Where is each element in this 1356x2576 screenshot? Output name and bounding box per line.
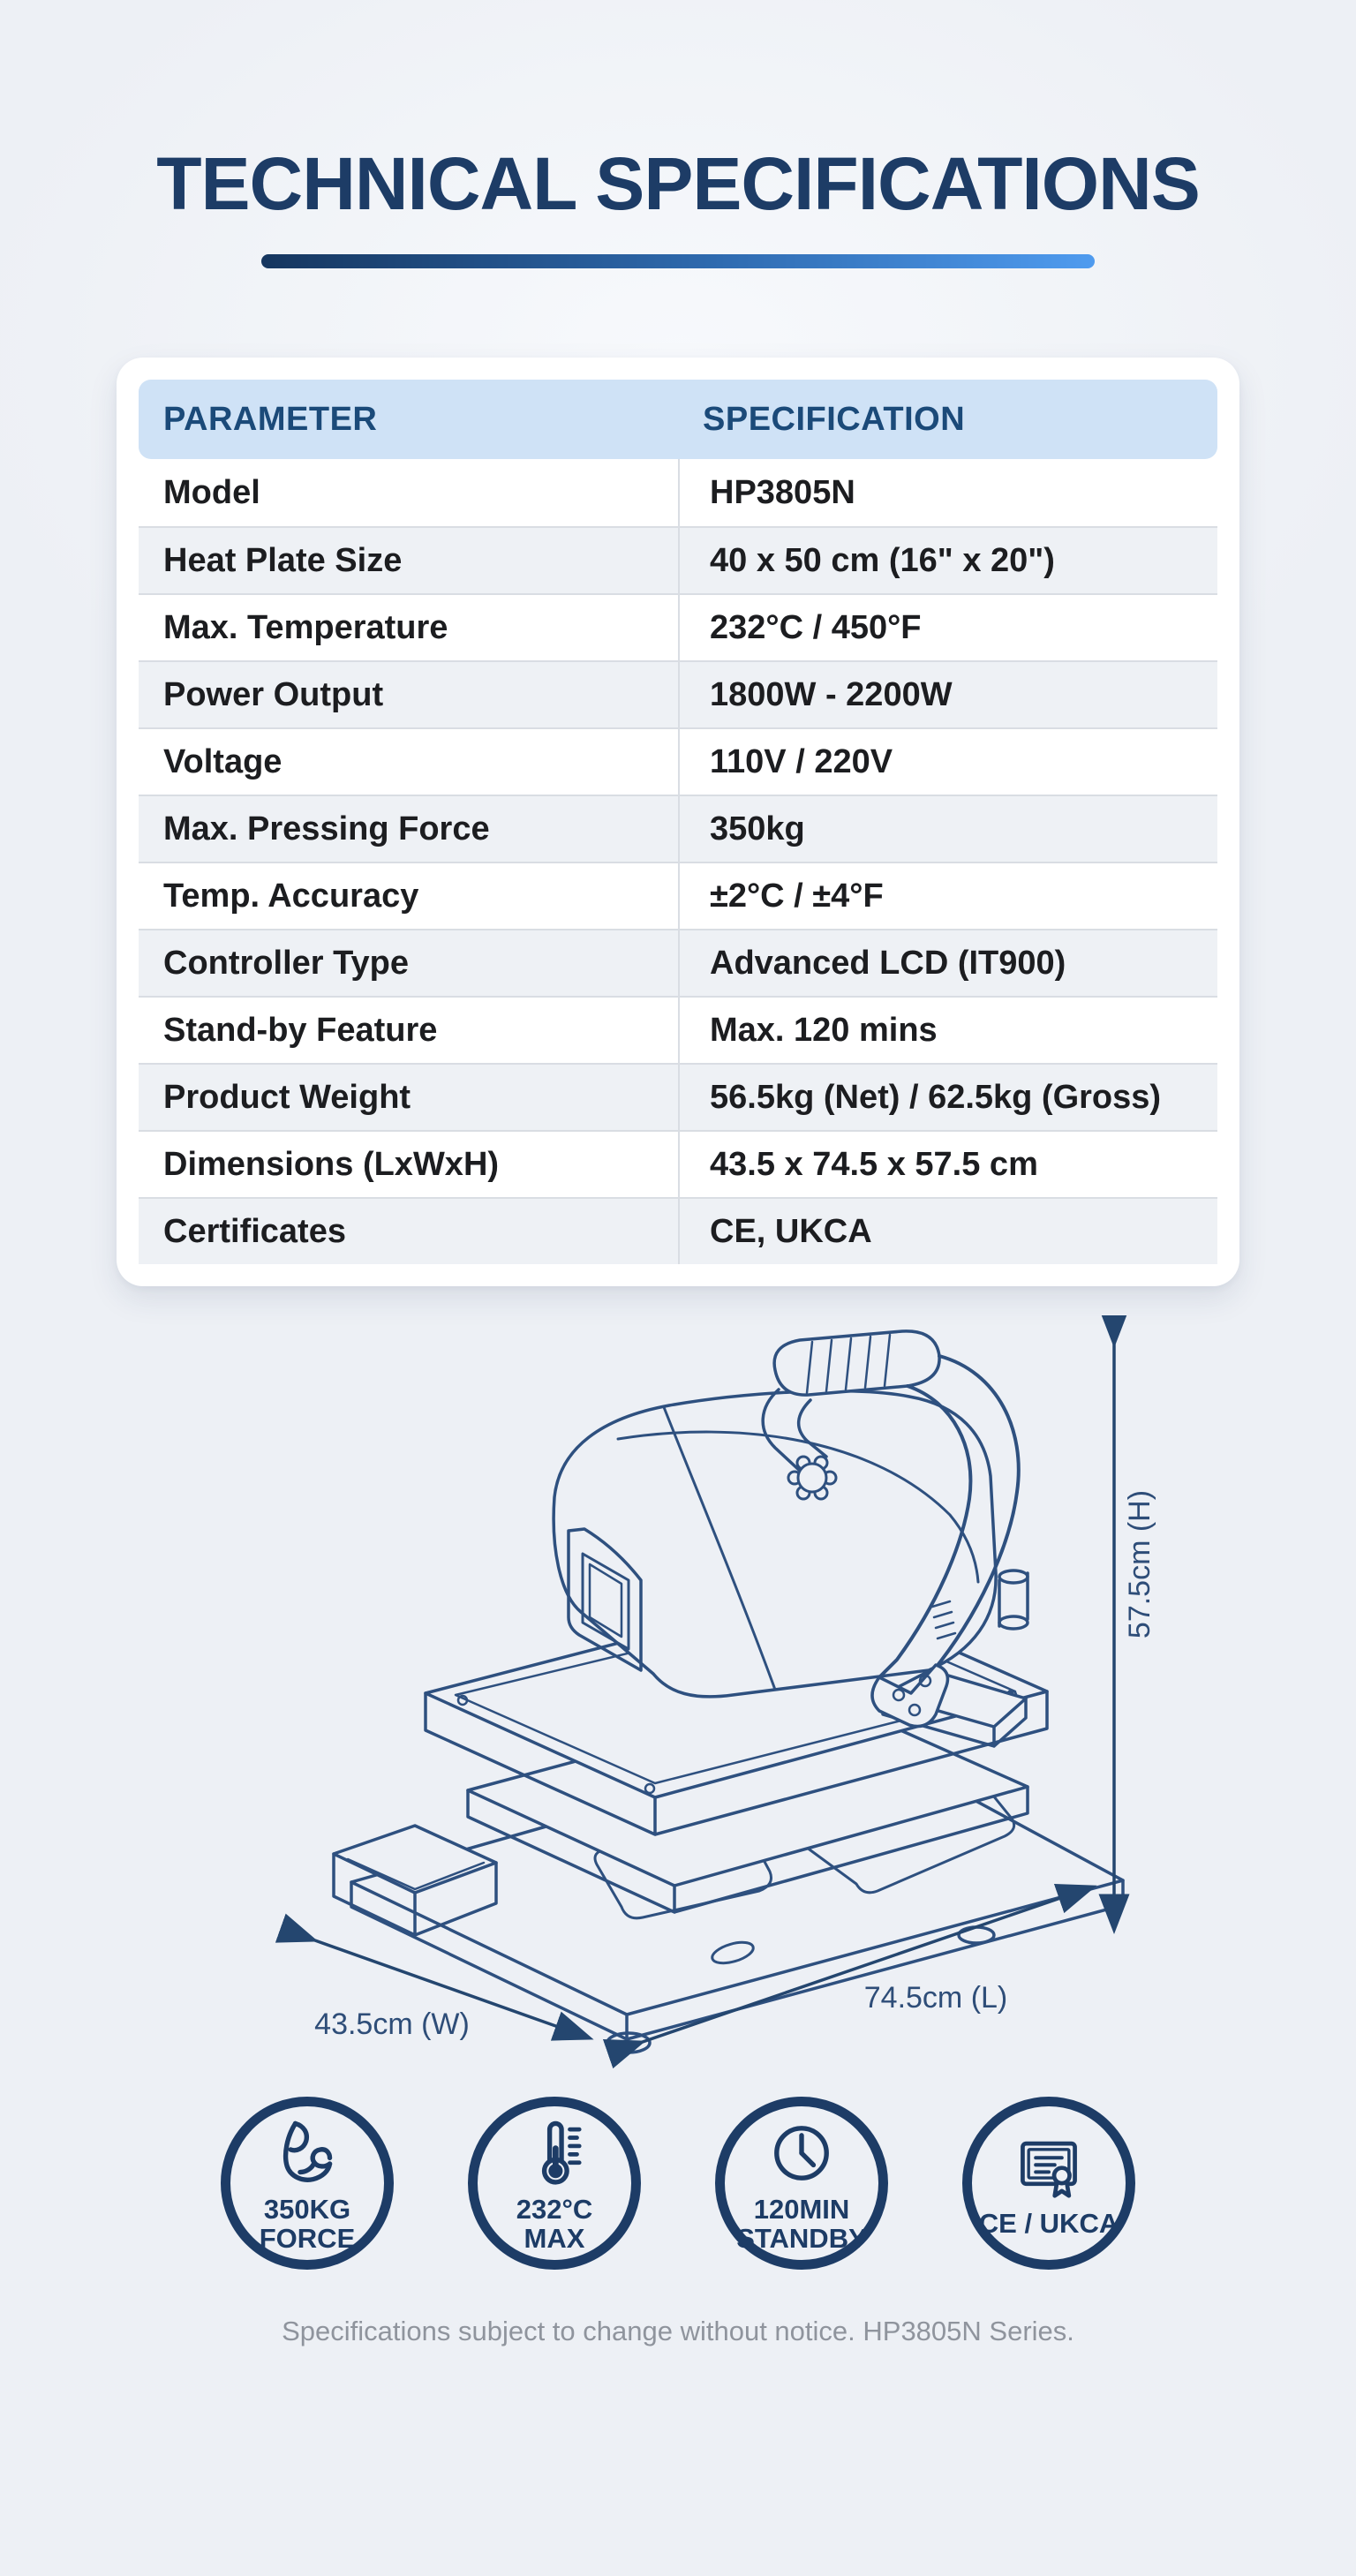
- param-cell: Stand-by Feature: [163, 1011, 438, 1049]
- heat-press-diagram: [0, 1315, 1356, 2092]
- length-dimension-label: 74.5cm (L): [863, 1981, 1008, 2015]
- header-cell-parameter: PARAMETER: [163, 400, 378, 438]
- badge-force-label: [260, 2195, 356, 2254]
- spec-cell: Max. 120 mins: [710, 1011, 938, 1049]
- thermometer-icon: [516, 2115, 592, 2191]
- feature-badges: [0, 2097, 1356, 2270]
- badge-line2: STANDBY: [736, 2223, 867, 2254]
- param-cell: Controller Type: [163, 944, 409, 982]
- spec-cell: 40 x 50 cm (16" x 20"): [710, 541, 1055, 579]
- badge-force: [221, 2097, 394, 2270]
- param-cell: Max. Temperature: [163, 608, 448, 646]
- spec-cell: CE, UKCA: [710, 1212, 872, 1250]
- spec-cell: 232°C / 450°F: [710, 608, 922, 646]
- badge-line1: 120MIN: [753, 2193, 850, 2225]
- header-cell-specification: SPECIFICATION: [703, 400, 966, 438]
- param-cell: Product Weight: [163, 1078, 411, 1116]
- certificate-icon: [1011, 2129, 1087, 2205]
- badge-standby: [715, 2097, 888, 2270]
- spec-cell: HP3805N: [710, 473, 855, 511]
- spec-cell: ±2°C / ±4°F: [710, 877, 884, 915]
- title-underline: [261, 254, 1095, 268]
- height-dimension-label: 57.5cm (H): [1123, 1489, 1156, 1639]
- param-cell: Power Output: [163, 675, 384, 713]
- spec-cell: 1800W - 2200W: [710, 675, 953, 713]
- table-header-row: [139, 380, 1217, 459]
- badge-line1: 232°C: [516, 2193, 593, 2225]
- badge-line1: CE / UKCA: [978, 2208, 1119, 2240]
- clock-icon: [764, 2115, 840, 2191]
- badge-line2: MAX: [524, 2223, 585, 2254]
- footer-note: Specifications subject to change without notice. HP3805N Series.: [282, 2316, 1074, 2346]
- muscle-arm-icon: [269, 2115, 345, 2191]
- badge-certificates: [962, 2097, 1135, 2270]
- page-title: TECHNICAL SPECIFICATIONS: [156, 142, 1200, 225]
- machine-line-art: [334, 1331, 1123, 2053]
- param-cell: Model: [163, 473, 260, 511]
- param-cell: Max. Pressing Force: [163, 810, 490, 847]
- width-dimension-label: 43.5cm (W): [314, 2007, 470, 2041]
- spec-card: [117, 358, 1239, 1286]
- badge-line2: FORCE: [259, 2223, 356, 2254]
- param-cell: Certificates: [163, 1212, 346, 1250]
- spec-cell: 43.5 x 74.5 x 57.5 cm: [710, 1145, 1038, 1183]
- badge-certificates-label: [979, 2209, 1119, 2238]
- spec-table-body: [139, 459, 1217, 1264]
- badge-line1: 350KG: [263, 2193, 351, 2225]
- badge-standby-label: [736, 2195, 867, 2254]
- spec-cell: Advanced LCD (IT900): [710, 944, 1066, 982]
- badge-max-temp: [468, 2097, 641, 2270]
- badge-max-temp-label: [516, 2195, 593, 2254]
- param-cell: Temp. Accuracy: [163, 877, 419, 915]
- spec-cell: 110V / 220V: [710, 742, 893, 780]
- spec-cell: 56.5kg (Net) / 62.5kg (Gross): [710, 1078, 1162, 1116]
- title-section: [0, 142, 1356, 268]
- param-cell: Voltage: [163, 742, 282, 780]
- param-cell: Heat Plate Size: [163, 541, 403, 579]
- column-divider: [678, 459, 680, 1264]
- heat-press-illustration: [203, 1315, 1236, 2092]
- param-cell: Dimensions (LxWxH): [163, 1145, 500, 1183]
- spec-cell: 350kg: [710, 810, 805, 847]
